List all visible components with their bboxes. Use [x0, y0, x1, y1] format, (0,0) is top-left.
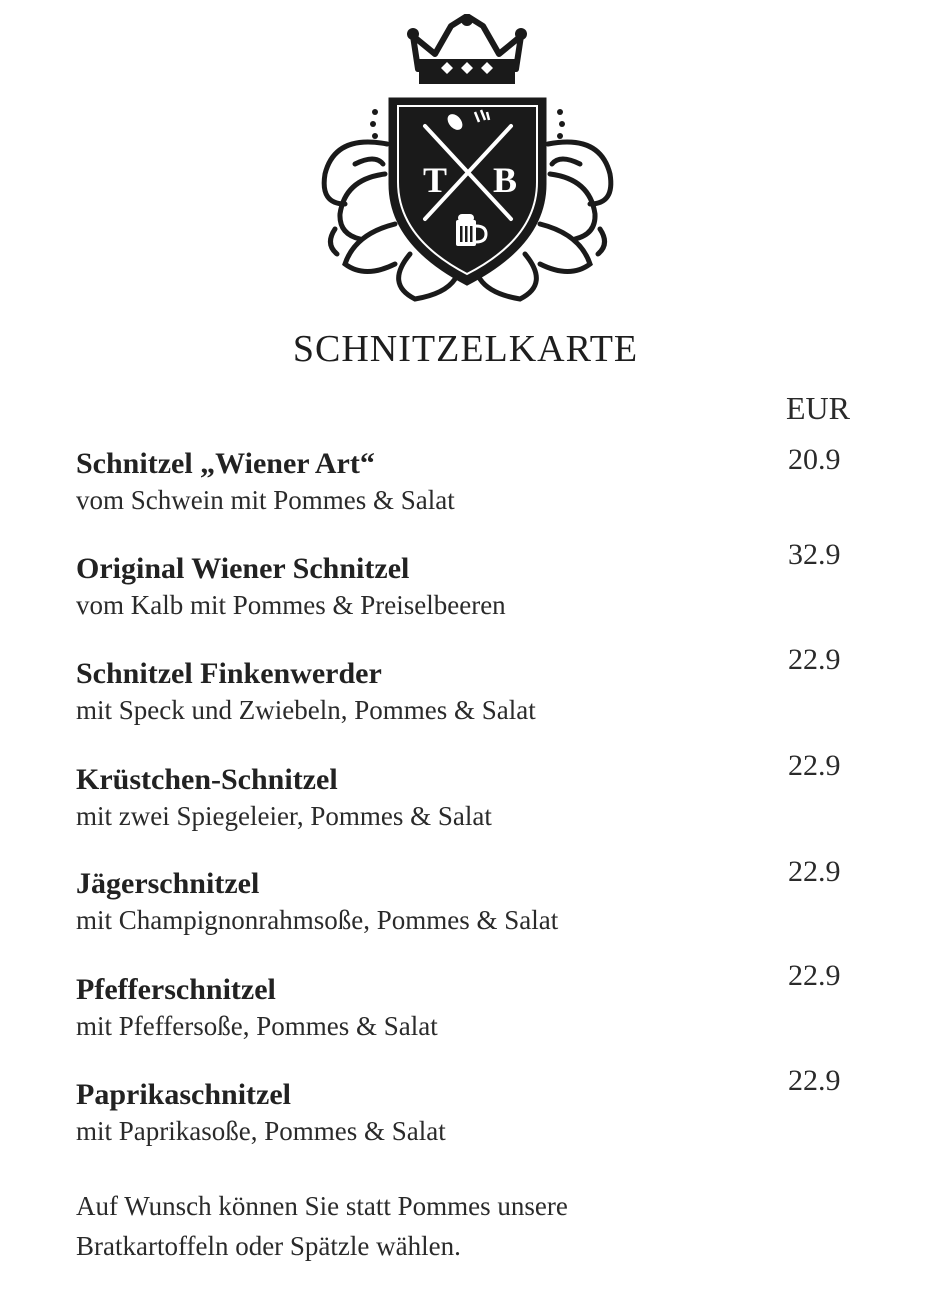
- item-name: Jägerschnitzel: [76, 867, 260, 900]
- item-description: mit Pfeffersoße, Pommes & Salat: [76, 1011, 438, 1041]
- footnote-line: Auf Wunsch können Sie statt Pommes unsere: [76, 1191, 568, 1221]
- menu-item: [76, 749, 906, 852]
- item-name: Krüstchen-Schnitzel: [76, 763, 338, 796]
- item-name: Original Wiener Schnitzel: [76, 552, 410, 585]
- item-description: vom Schwein mit Pommes & Salat: [76, 485, 455, 515]
- item-description: mit zwei Spiegeleier, Pommes & Salat: [76, 801, 492, 831]
- item-description: mit Paprikasoße, Pommes & Salat: [76, 1116, 446, 1146]
- item-price: 32.9: [788, 538, 841, 571]
- item-price: 22.9: [788, 643, 841, 676]
- item-name: Pfefferschnitzel: [76, 973, 276, 1006]
- footnote: [76, 1186, 836, 1266]
- item-price: 22.9: [788, 1064, 841, 1097]
- item-price: 20.9: [788, 443, 841, 476]
- item-name: Schnitzel Finkenwerder: [76, 657, 382, 690]
- logo-letter-b: B: [493, 160, 518, 200]
- item-name: Schnitzel „Wiener Art“: [76, 447, 375, 480]
- item-description: mit Speck und Zwiebeln, Pommes & Salat: [76, 695, 536, 725]
- item-description: mit Champignonrahmsoße, Pommes & Salat: [76, 905, 559, 935]
- crest-logo-icon: [315, 14, 620, 304]
- menu-item: [76, 443, 906, 536]
- item-price: 22.9: [788, 959, 841, 992]
- menu-item: [76, 538, 906, 641]
- menu-item: [76, 959, 906, 1062]
- logo-letter-t: T: [423, 160, 448, 200]
- footnote-line: Bratkartoffeln oder Spätzle wählen.: [76, 1231, 461, 1261]
- shield-icon: [390, 99, 545, 284]
- page-title: SCHNITZELKARTE: [292, 328, 639, 370]
- currency-header: EUR: [786, 390, 850, 426]
- item-description: vom Kalb mit Pommes & Preiselbeeren: [76, 590, 506, 620]
- item-name: Paprikaschnitzel: [76, 1078, 291, 1111]
- menu-item: [76, 855, 906, 956]
- item-price: 22.9: [788, 749, 841, 782]
- item-price: 22.9: [788, 855, 841, 888]
- menu-item: [76, 643, 906, 746]
- crown-icon: [407, 14, 527, 84]
- menu-item: [76, 1064, 906, 1167]
